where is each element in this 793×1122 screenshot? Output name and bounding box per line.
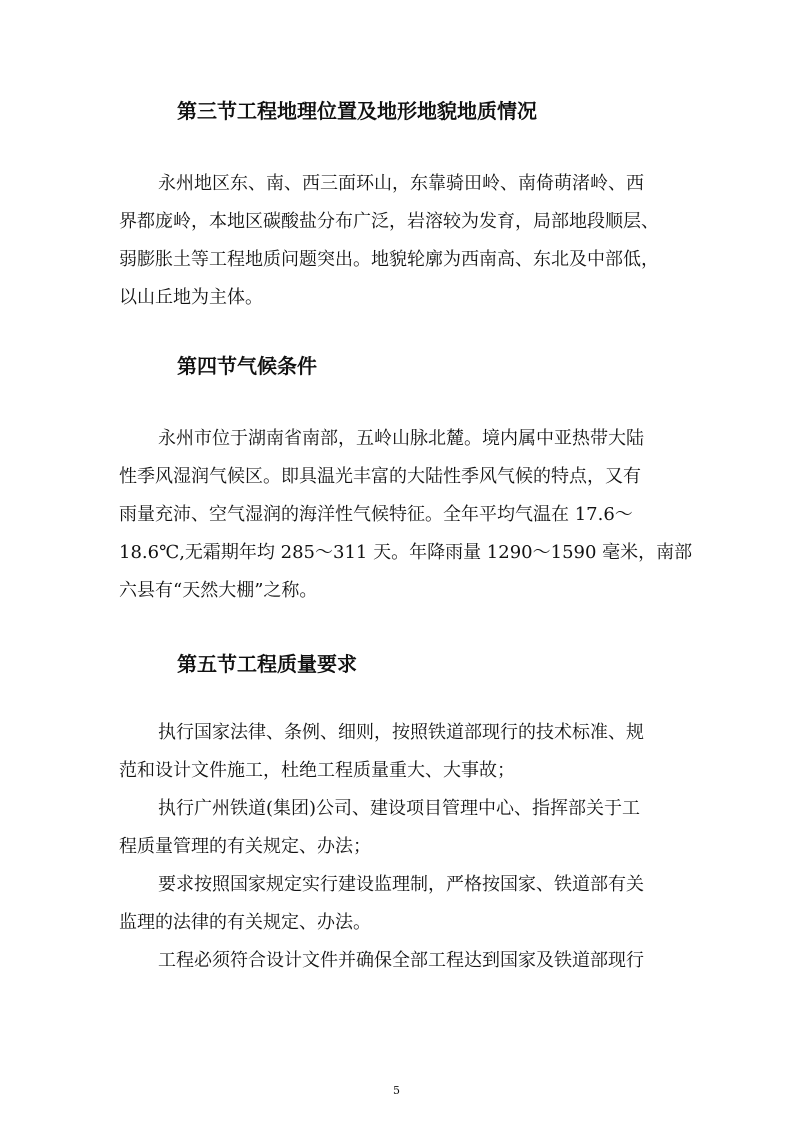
paragraph-line: 以山丘地为主体。 — [119, 287, 263, 308]
page-number: 5 — [393, 1084, 400, 1097]
paragraph-geography — [119, 165, 667, 317]
paragraph-line: 弱膨胀土等工程地质问题突出。地貌轮廓为西南高、东北及中部低， — [119, 249, 659, 270]
paragraph-line: 程质量管理的有关规定、办法； — [119, 836, 371, 857]
paragraph-line: 执行广州铁道(集团)公司、建设项目管理中心、指挥部关于工 — [158, 798, 641, 819]
paragraph-line: 永州地区东、南、西三面环山，东靠骑田岭、南倚萌渚岭、西 — [158, 173, 644, 194]
section-heading-geography: 第三节工程地理位置及地形地貌地质情况 — [177, 99, 537, 123]
paragraph-line: 范和设计文件施工，杜绝工程质量重大、大事故； — [119, 760, 515, 781]
paragraph-line: 执行国家法律、条例、细则，按照铁道部现行的技术标准、规 — [158, 722, 644, 743]
paragraph-line: 性季风湿润气候区。即具温光丰富的大陆性季风气候的特点，又有 — [119, 466, 641, 487]
paragraph-line: 六县有“天然大棚”之称。 — [119, 580, 318, 601]
paragraph-quality — [119, 714, 667, 980]
section-heading-climate: 第四节气候条件 — [177, 354, 317, 378]
paragraph-line: 雨量充沛、空气湿润的海洋性气候特征。全年平均气温在 17.6～ — [119, 504, 633, 525]
paragraph-line: 界都庞岭，本地区碳酸盐分布广泛，岩溶较为发育，局部地段顺层、 — [119, 211, 659, 232]
paragraph-climate — [119, 420, 693, 610]
paragraph-line: 工程必须符合设计文件并确保全部工程达到国家及铁道部现行 — [158, 950, 644, 971]
paragraph-line: 18.6℃,无霜期年均 285～311 天。年降雨量 1290～1590 毫米，南部 — [119, 542, 693, 563]
paragraph-line: 永州市位于湖南省南部，五岭山脉北麓。境内属中亚热带大陆 — [158, 428, 644, 449]
paragraph-line: 要求按照国家规定实行建设监理制，严格按国家、铁道部有关 — [158, 874, 644, 895]
paragraph-line: 监理的法律的有关规定、办法。 — [119, 912, 371, 933]
section-heading-quality: 第五节工程质量要求 — [177, 652, 357, 676]
